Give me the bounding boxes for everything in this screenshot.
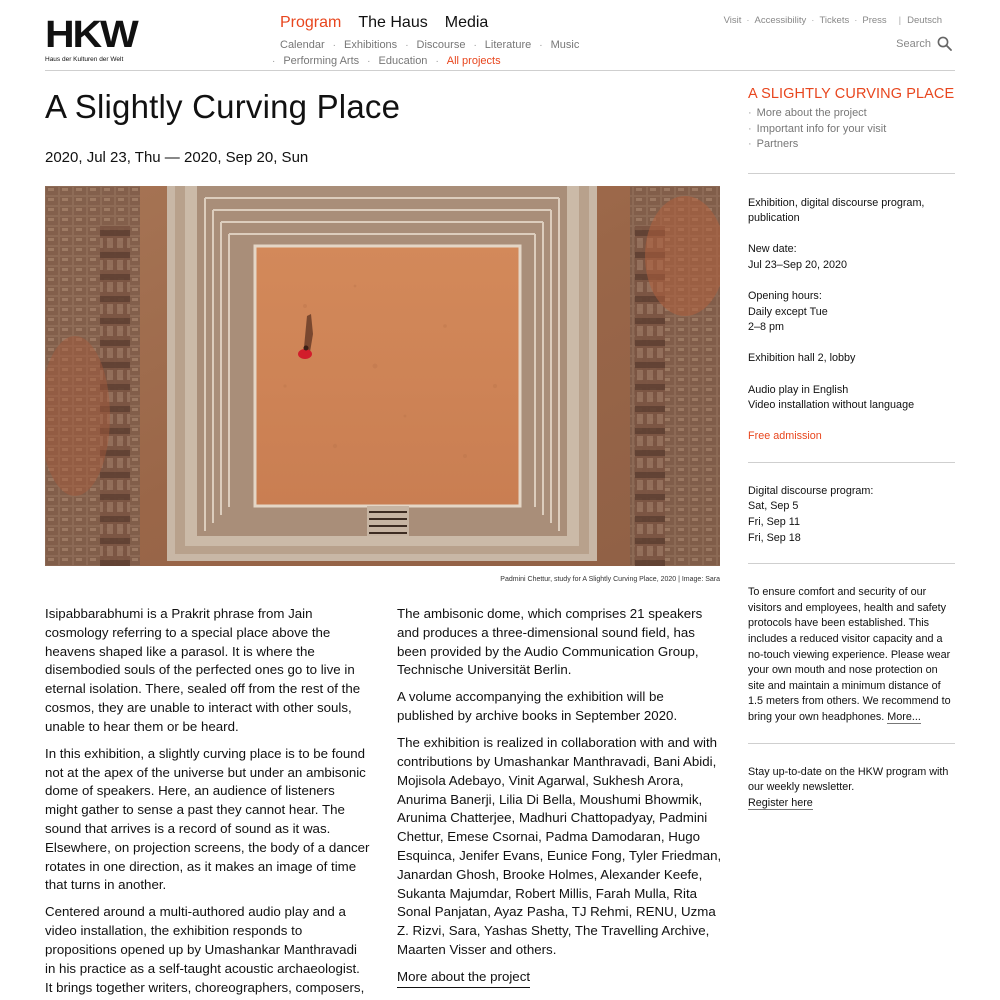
- event-date-range: 2020, Jul 23, Thu — 2020, Sep 20, Sun: [45, 149, 309, 166]
- util-tickets[interactable]: Tickets: [819, 15, 850, 26]
- main-nav: [280, 13, 488, 33]
- opening-hours-label: Opening hours:: [748, 290, 822, 303]
- video-language: Video installation without language: [748, 399, 915, 412]
- sidebar-link-label: Partners: [756, 138, 799, 151]
- util-press[interactable]: Press: [862, 15, 887, 26]
- event-location: Exhibition hall 2, lobby: [748, 352, 856, 365]
- event-details: [748, 196, 955, 445]
- body-column-left: [45, 605, 370, 1000]
- body-paragraph: Centered around a multi-authored audio play and a video installation, the exhibition responds to propositions opened up by Umashankar Manthravadi in his practice as a self-taught acoustic archaeologist. It brings together writers, choreographers, composers,: [45, 904, 365, 995]
- nav-program[interactable]: Program: [280, 14, 342, 31]
- subnav-music[interactable]: Music: [550, 39, 580, 51]
- digital-date: Sat, Sep 5: [748, 500, 799, 513]
- digital-date: Fri, Sep 18: [748, 531, 801, 544]
- event-new-date: [748, 242, 955, 273]
- safety-notice: [748, 585, 955, 725]
- util-visit[interactable]: Visit: [723, 15, 742, 26]
- sidebar-title[interactable]: A SLIGHTLY CURVING PLACE: [748, 86, 955, 102]
- header-divider: [45, 70, 955, 71]
- safety-more-link[interactable]: More...: [887, 710, 921, 723]
- nav-media[interactable]: Media: [444, 14, 489, 31]
- project-sidebar: [748, 85, 955, 811]
- more-about-project-link[interactable]: More about the project: [397, 968, 530, 988]
- body-column-right: [397, 605, 722, 988]
- util-separator: ·: [854, 15, 858, 26]
- subnav-separator: ·: [367, 55, 371, 67]
- sidebar-link-label: Important info for your visit: [756, 122, 887, 135]
- newsletter-text: Stay up-to-date on the HKW program with our weekly newsletter.: [748, 765, 949, 794]
- newsletter-register-link[interactable]: Register here: [748, 796, 813, 809]
- util-separator: ·: [746, 15, 750, 26]
- digital-program-dates: [748, 484, 955, 546]
- logo-mark: HKW: [45, 14, 137, 56]
- body-paragraph: A volume accompanying the exhibition will be published by archive books in September 2020.: [397, 689, 678, 724]
- subnav-literature[interactable]: Literature: [484, 39, 532, 51]
- subnav-separator: ·: [405, 40, 409, 51]
- digital-program-label: Digital discourse program:: [748, 484, 874, 497]
- util-separator: ·: [811, 15, 815, 26]
- subnav-separator: ·: [272, 55, 276, 67]
- body-paragraph: Isipabbarabhumi is a Prakrit phrase from Jain cosmology referring to a special place above the heavens shaped like a parasol. It is where the disembodied souls of the perfected ones go to live in eternal isolation. There, sealed off from the rest of the cosmos, they are unable to interact with other souls, unable to hear them or be heard.: [45, 606, 361, 734]
- hero-image: [45, 186, 720, 566]
- event-languages: [748, 383, 955, 414]
- newsletter-signup: [748, 765, 955, 812]
- new-date-value: Jul 23–Sep 20, 2020: [748, 259, 848, 272]
- body-paragraph: The ambisonic dome, which comprises 21 speakers and produces a three-dimensional sound field, has been provided by the Audio Communication Group, Technische Universität Berlin.: [397, 606, 703, 678]
- search-icon: [937, 36, 952, 51]
- sidebar-link-partners[interactable]: · Partners: [748, 138, 799, 151]
- subnav-separator: ·: [473, 40, 477, 51]
- subnav-separator: ·: [435, 55, 439, 67]
- admission-info: Free admission: [748, 430, 822, 443]
- sidebar-link-more-about[interactable]: · More about the project: [748, 107, 867, 119]
- subnav-separator: ·: [539, 40, 543, 51]
- sidebar-link-visit-info[interactable]: · Important info for your visit: [748, 122, 887, 135]
- page-title: A Slightly Curving Place: [45, 88, 401, 125]
- contributors-paragraph: The exhibition is realized in collaboration with and with contributions by Umashankar Manthravadi, Bani Abidi, Mojisola Adebayo, Vinit Agarwal, Sukhesh Arora, Anurima Banerji, Lilia Di Bella, Moushumi Bhowmik, Arunima Chatterjee, Madhuri Chattopadyay, Padmini Chettur, Emese Csornai, Padma Damodaran, Hugo Esquinca, Jenifer Evans, Eunice Fong, Tyler Friedman, Janardan Ghosh, Brooke Holmes, Alexander Keefe, Sukanta Majumdar, Robert Millis, Farah Mulla, Rita Sonal Panjatan, Ayaz Pasha, TJ Rehmi, RENU, Uzma Z. Rizvi, Sara, Yashas Shetty, The Travelling Archive, Maarten Visser and others.: [397, 735, 722, 957]
- safety-text: [748, 585, 955, 725]
- subnav-education[interactable]: Education: [378, 54, 428, 67]
- opening-days: Daily except Tue: [748, 305, 828, 318]
- utility-nav: [724, 15, 942, 26]
- subnav-separator: ·: [332, 40, 336, 51]
- sidebar-divider: [748, 173, 955, 174]
- sidebar-divider: [748, 743, 955, 744]
- util-accessibility[interactable]: Accessibility: [754, 15, 807, 26]
- opening-hours: [748, 289, 955, 336]
- sidebar-divider: [748, 563, 955, 564]
- search-label: Search: [896, 37, 931, 50]
- subnav-exhibitions[interactable]: Exhibitions: [343, 39, 398, 51]
- search-button[interactable]: [896, 36, 952, 51]
- audio-language: Audio play in English: [748, 383, 849, 396]
- sidebar-link-label: More about the project: [756, 107, 867, 119]
- new-date-label: New date:: [748, 243, 797, 256]
- language-switch[interactable]: Deutsch: [907, 15, 942, 26]
- subnav-discourse[interactable]: Discourse: [416, 39, 466, 51]
- program-sub-nav: [272, 38, 612, 69]
- subnav-calendar[interactable]: Calendar: [280, 39, 325, 51]
- safety-body: To ensure comfort and security of our visitors and employees, health and safety protocols have been established. This includes a reduced visitor capacity and a no-touch viewing experience. Please wear your own mouth and nose protection on site and maintain a minimum distance of 1.5 meters from others. We recommend to bring your own headphones.: [748, 586, 951, 723]
- subnav-performing-arts[interactable]: Performing Arts: [283, 54, 360, 67]
- subnav-all-projects[interactable]: All projects: [446, 54, 501, 67]
- digital-date: Fri, Sep 11: [748, 516, 801, 528]
- hero-caption: Padmini Chettur, study for A Slightly Curving Place, 2020 | Image: Sara: [500, 576, 720, 583]
- nav-the-haus[interactable]: The Haus: [358, 14, 428, 31]
- sidebar-divider: [748, 462, 955, 463]
- opening-time: 2–8 pm: [748, 321, 785, 334]
- sidebar-links: [748, 106, 955, 153]
- logo-subtitle: Haus der Kulturen der Welt: [45, 56, 124, 63]
- event-format: Exhibition, digital discourse program, publication: [748, 196, 925, 225]
- hkw-logo[interactable]: [45, 16, 137, 64]
- hero-aerial-photo: [45, 186, 720, 566]
- digital-program: [748, 484, 955, 546]
- body-paragraph: In this exhibition, a slightly curving place is to be found not at the apex of the universe but under an ambisonic dome of speakers. Here, an audience of listeners might gather to sense a past they cannot hear. The sound that arrives is a record of sound as it was. Elsewhere, on projection screens, the body of a dancer rotates in one direction, as it makes an image of time that turns in another.: [45, 745, 370, 893]
- util-divider: |: [898, 15, 902, 26]
